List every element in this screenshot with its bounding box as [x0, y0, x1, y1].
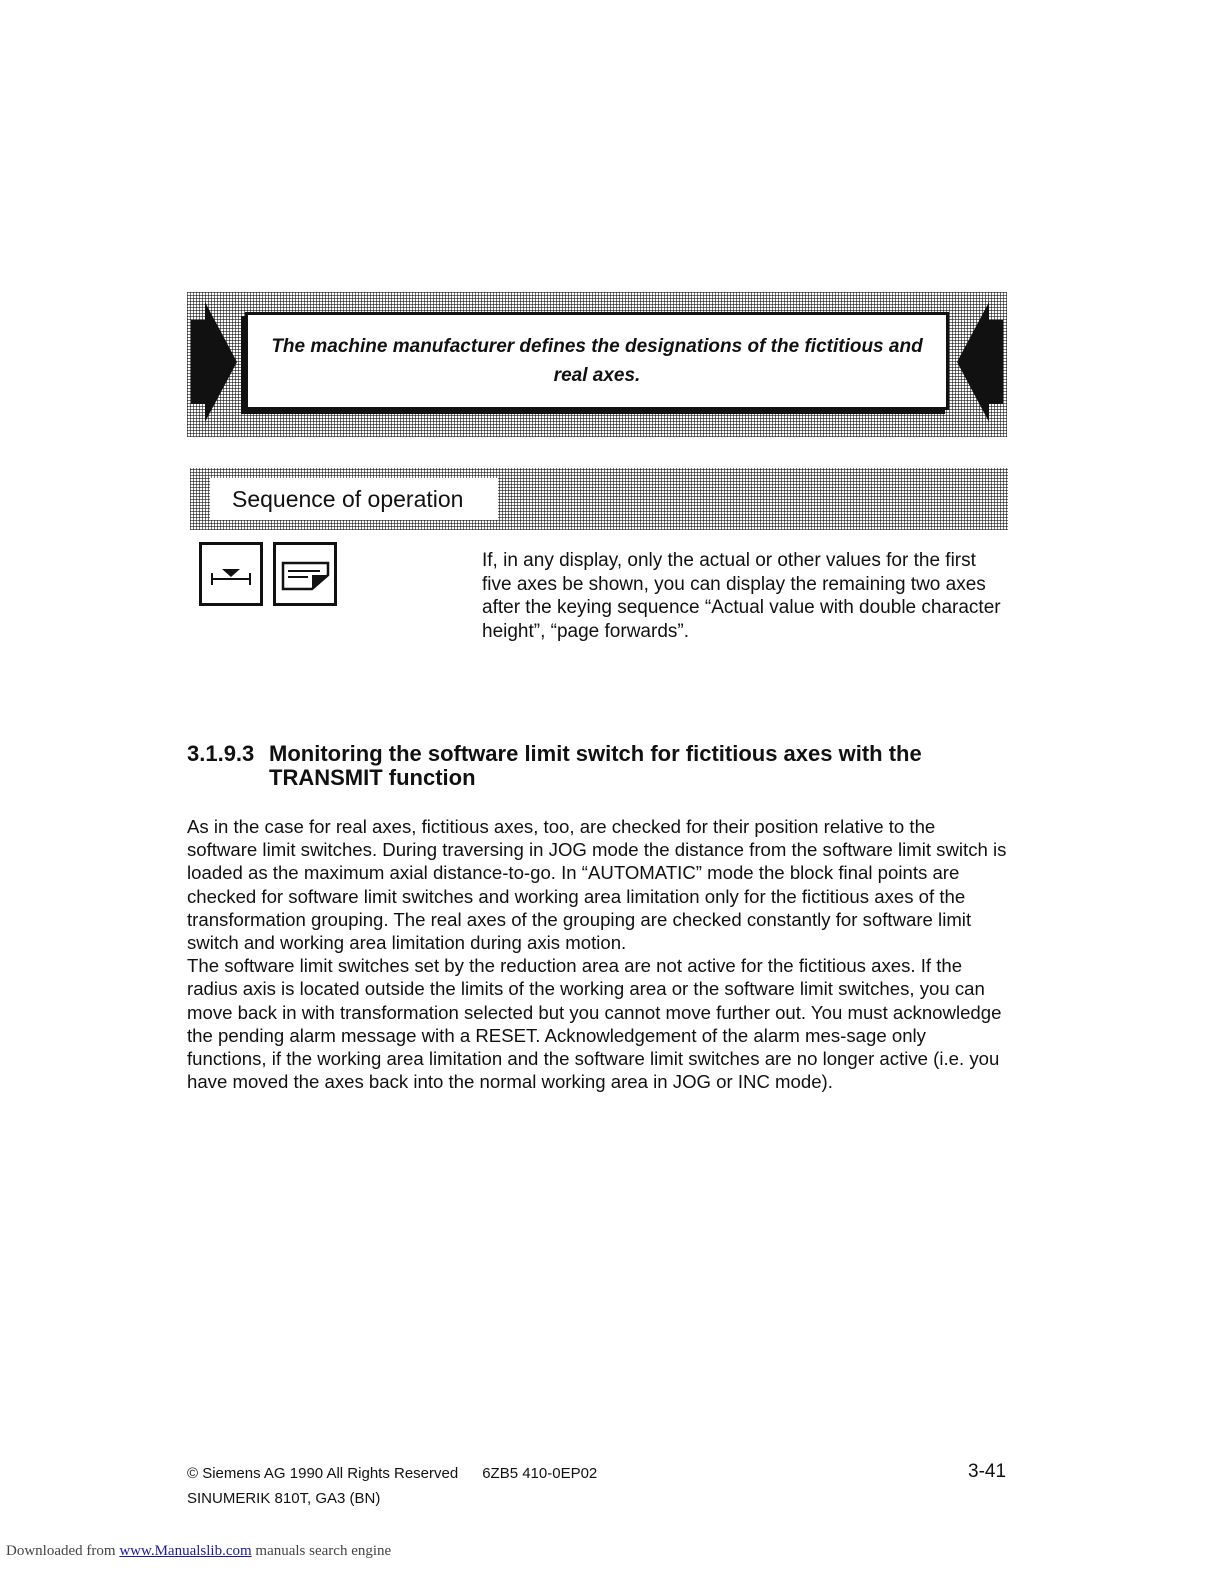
sequence-of-operation-label: Sequence of operation	[210, 478, 498, 520]
note-frame	[187, 292, 1007, 437]
arrow-right-icon	[189, 302, 239, 422]
section-heading	[187, 742, 1007, 790]
download-suffix: manuals search engine	[251, 1543, 392, 1559]
footer-product: SINUMERIK 810T, GA3 (BN)	[187, 1490, 381, 1507]
download-notice	[6, 1543, 391, 1560]
page-forwards-key-icon	[273, 542, 337, 606]
footer-copyright-line	[187, 1465, 597, 1483]
actual-value-double-height-key-icon	[199, 542, 263, 606]
body-paragraph: As in the case for real axes, fictitious axes, too, are checked for their position relative to the software limit switches. During traversing in JOG mode the distance from the software limit switch is loaded as the maximum axial distance-to-go. In “AUTOMATIC” mode the block final points are checked for software limit switches and working area limitation only for the fictitious axes of the transformation grouping. The real axes of the grouping are checked constantly for software limit switch and working area limitation during axis motion.	[187, 816, 1007, 954]
sequence-of-operation-bar	[190, 468, 1008, 530]
footer-copyright: © Siemens AG 1990 All Rights Reserved	[187, 1465, 459, 1482]
body-paragraph: The software limit switches set by the reduction area are not active for the fictitious axes. If the radius axis is located outside the limits of the working area or the software limit switches, you can move back in with transformation selected but you cannot move further out. You must acknowledge the pending alarm message with a RESET. Acknowledgement of the alarm mes-sage only functions, if the working area limitation and the software limit switches are no longer active (i.e. you have moved the axes back into the normal working area in JOG or INC mode).	[187, 955, 1002, 1093]
sequence-description: If, in any display, only the actual or other values for the first five axes be shown, you can display the remaining two axes after the keying sequence “Actual value with double character height”, “page forwards”.	[482, 550, 1001, 642]
note-text: The machine manufacturer defines the designations of the fictitious and real axes.	[271, 336, 923, 386]
manualslib-link[interactable]: www.Manualslib.com	[119, 1543, 252, 1559]
section-title: Monitoring the software limit switch for fictitious axes with the TRANSMIT function	[269, 741, 922, 790]
footer-page-number: 3-41	[968, 1461, 1007, 1482]
arrow-left-icon	[955, 302, 1005, 422]
section-number: 3.1.9.3	[187, 741, 255, 766]
footer-order-code: 6ZB5 410-0EP02	[482, 1465, 598, 1482]
note-box	[245, 312, 949, 410]
download-prefix: Downloaded from	[6, 1543, 120, 1559]
section-body	[187, 815, 1007, 1093]
